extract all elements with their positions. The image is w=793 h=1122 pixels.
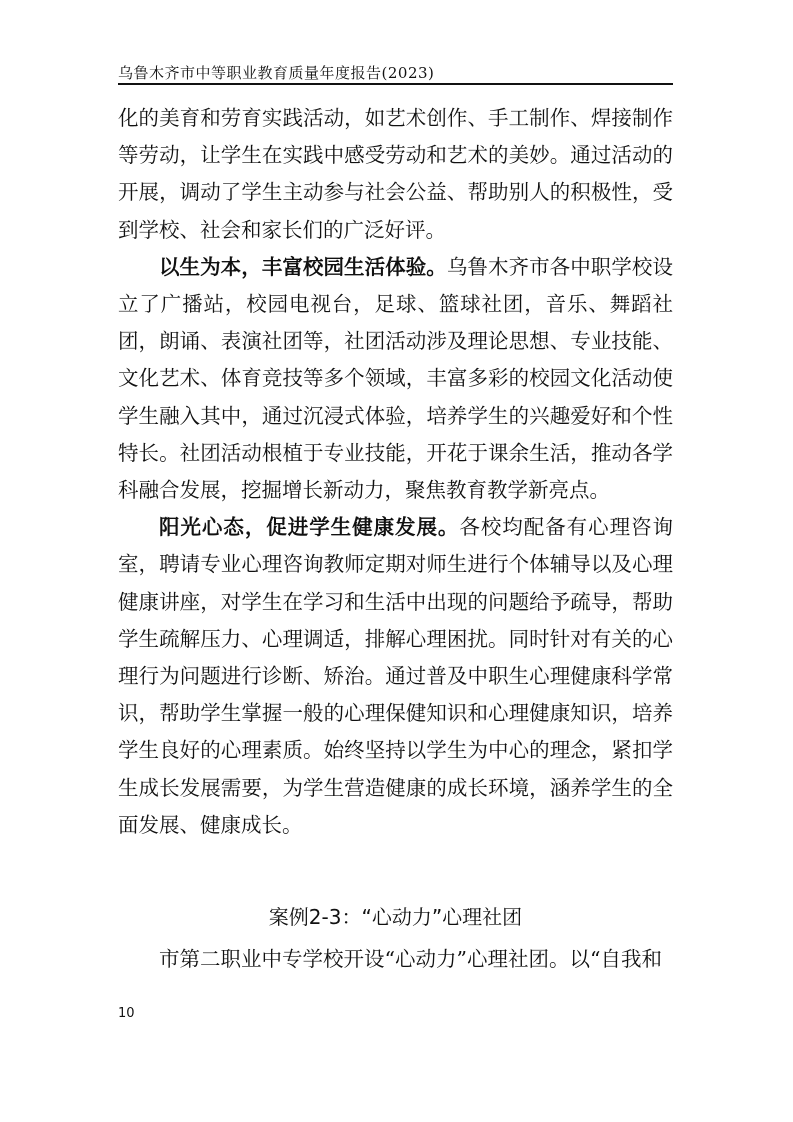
running-header: 乌鲁木齐市中等职业教育质量年度报告(2023) bbox=[118, 64, 435, 82]
page-number: 10 bbox=[118, 1006, 135, 1021]
header-rule bbox=[118, 83, 673, 85]
case-paragraph: 市第二职业中专学校开设“心动力”心理社团。以“自我和 bbox=[159, 947, 662, 971]
paragraph-2 bbox=[118, 249, 673, 509]
paragraph-3-text: 各校均配备有心理咨询室，聘请专业心理咨询教师定期对师生进行个体辅导以及心理健康讲座，对学生在学习和生活中出现的问题给予疏导，帮助学生疏解压力、心理调适，排解心理困扰。同时针对有关的心理行为问题进行诊断、矫治。通过普及中职生心理健康科学常识，帮助学生掌握一般的心理保健知识和心理健康知识，培养学生良好的心理素质。始终坚持以学生为中心的理念，紧扣学生成长发展需要，为学生营造健康的成长环境，涵养学生的全面发展、健康成长。 bbox=[118, 515, 673, 837]
paragraph-2-text: 乌鲁木齐市各中职学校设立了广播站，校园电视台，足球、篮球社团，音乐、舞蹈社团，朗诵、表演社团等，社团活动涉及理论思想、专业技能、文化艺术、体育竞技等多个领域，丰富多彩的校园文化活动使学生融入其中，通过沉浸式体验，培养学生的兴趣爱好和个性特长。社团活动根植于专业技能，开花于课余生活，推动各学科融合发展，挖掘增长新动力，聚焦教育教学新亮点。 bbox=[118, 254, 673, 503]
paragraph-3 bbox=[118, 509, 673, 844]
paragraph-2-lead: 以生为本，丰富校园生活体验。 bbox=[159, 254, 447, 279]
case-title: 案例2-3：“心动力”心理社团 bbox=[268, 905, 523, 929]
paragraph-3-lead: 阳光心态，促进学生健康发展。 bbox=[159, 515, 460, 540]
paragraph-1-text: 化的美育和劳育实践活动，如艺术创作、手工制作、焊接制作等劳动，让学生在实践中感受劳动和艺术的美妙。通过活动的开展，调动了学生主动参与社会公益、帮助别人的积极性，受到学校、社会和家长们的广泛好评。 bbox=[118, 106, 673, 242]
body-text bbox=[118, 100, 673, 844]
paragraph-1 bbox=[118, 100, 673, 249]
